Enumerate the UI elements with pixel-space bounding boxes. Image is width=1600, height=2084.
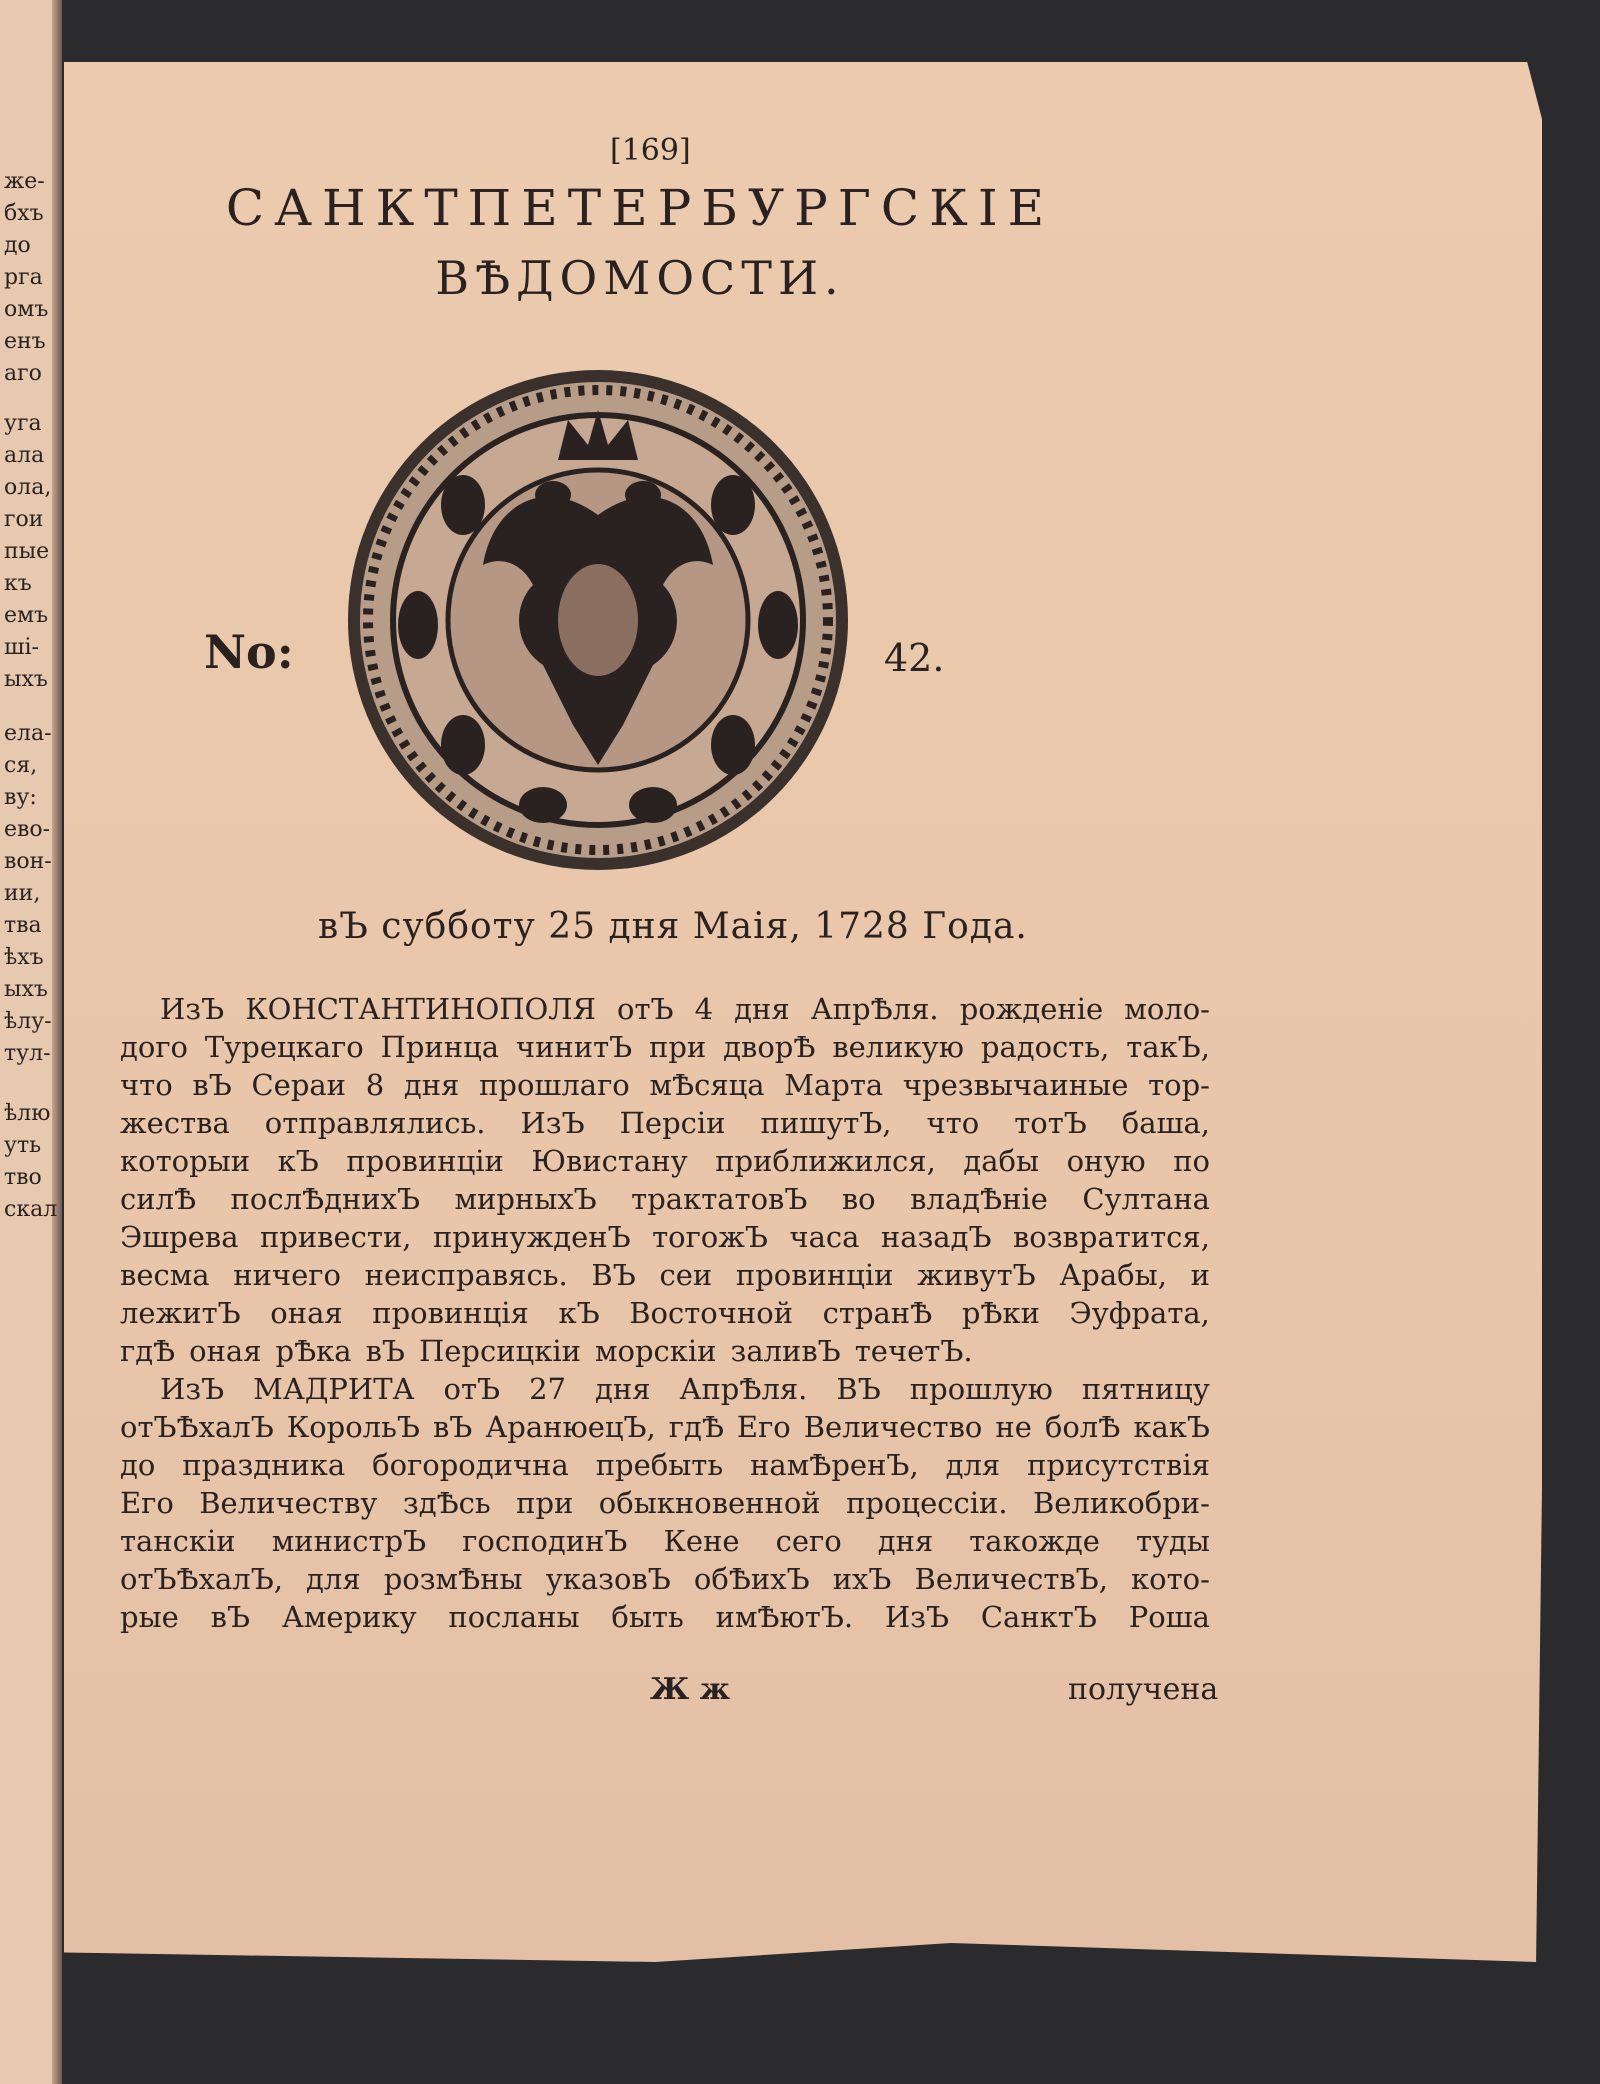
word: такожде bbox=[969, 1524, 1100, 1558]
article-line bbox=[120, 990, 1210, 1028]
word: баша, bbox=[1121, 1106, 1210, 1140]
word: дого bbox=[120, 1030, 188, 1064]
word: Кене bbox=[663, 1524, 740, 1558]
word: отЪ bbox=[617, 992, 674, 1026]
article-line bbox=[120, 1332, 1210, 1370]
eagle-seal-icon bbox=[343, 365, 853, 875]
word: моло- bbox=[1124, 992, 1210, 1026]
word: 8 bbox=[365, 1068, 385, 1102]
article-line bbox=[120, 1142, 1210, 1180]
word: АпрѢля. bbox=[810, 992, 939, 1026]
word: КорольЪ bbox=[286, 1410, 420, 1444]
word: отЪѢхалЪ, bbox=[120, 1562, 283, 1596]
left-page-fragment: вон- bbox=[4, 849, 52, 874]
word: вЪ bbox=[192, 1068, 232, 1102]
word: морскіи bbox=[594, 1334, 717, 1368]
word: Персіи bbox=[619, 1106, 726, 1140]
word: посланы bbox=[448, 1600, 580, 1634]
article-line bbox=[120, 1180, 1210, 1218]
word: ихЪ bbox=[832, 1562, 892, 1596]
left-page-fragment: аго bbox=[4, 361, 42, 386]
word: Арабы, bbox=[1059, 1258, 1167, 1292]
left-page-fragment: емъ bbox=[4, 603, 49, 628]
left-page-fragment: ші- bbox=[4, 635, 39, 660]
word: Турецкаго bbox=[204, 1030, 364, 1064]
word: ИзЪ bbox=[884, 1600, 950, 1634]
word: АпрѢля. bbox=[679, 1372, 808, 1406]
word: кЪ bbox=[558, 1296, 600, 1330]
left-page-fragment: ыхъ bbox=[4, 977, 48, 1002]
word: Великобри- bbox=[1032, 1486, 1210, 1520]
page-gutter bbox=[52, 0, 62, 2084]
word: министрЪ bbox=[271, 1524, 427, 1558]
article-line bbox=[120, 1408, 1210, 1446]
article-line bbox=[120, 1066, 1210, 1104]
word: во bbox=[841, 1182, 876, 1216]
left-page-fragment: енъ bbox=[4, 329, 46, 354]
word: мирныхЪ bbox=[454, 1182, 597, 1216]
word: часа bbox=[789, 1220, 860, 1254]
word: Величеству bbox=[199, 1486, 378, 1520]
word: пребыть bbox=[595, 1448, 724, 1482]
word: ВЪ bbox=[836, 1372, 881, 1406]
word: господинЪ bbox=[462, 1524, 628, 1558]
word: неисправясь. bbox=[364, 1258, 568, 1292]
page-number: [169] bbox=[610, 133, 691, 168]
article-body bbox=[120, 990, 1210, 1636]
word: богородична bbox=[372, 1448, 569, 1482]
left-page-fragment: до bbox=[4, 233, 31, 258]
word: праздника bbox=[182, 1448, 346, 1482]
word: туды bbox=[1135, 1524, 1210, 1558]
word: весма bbox=[120, 1258, 210, 1292]
left-page-fragment: бхъ bbox=[4, 201, 44, 226]
left-page-fragment: же- bbox=[4, 169, 45, 194]
word: Америку bbox=[281, 1600, 417, 1634]
word: назадЪ bbox=[880, 1220, 992, 1254]
word: живутЪ bbox=[917, 1258, 1036, 1292]
article-line bbox=[120, 1256, 1210, 1294]
issue-date: вЪ субботу 25 дня Маія, 1728 Года. bbox=[318, 906, 1028, 947]
left-page-fragment: ся, bbox=[4, 753, 38, 778]
word: что bbox=[926, 1106, 980, 1140]
word: при bbox=[516, 1486, 574, 1520]
left-page-fragment: уть bbox=[4, 1133, 42, 1158]
article-line bbox=[120, 1560, 1210, 1598]
word: силѢ bbox=[120, 1182, 197, 1216]
left-page-fragment: ыхъ bbox=[4, 667, 48, 692]
word: Эуфрата, bbox=[1069, 1296, 1210, 1330]
word: Его bbox=[736, 1410, 791, 1444]
word: мѢсяца bbox=[649, 1068, 765, 1102]
left-page-fragment: ела- bbox=[4, 721, 52, 746]
word: отправлялись. bbox=[264, 1106, 486, 1140]
article-line bbox=[120, 1522, 1210, 1560]
left-page-fragment: ѣлю bbox=[4, 1101, 51, 1126]
left-page-fragment: рга bbox=[4, 265, 43, 290]
word: дворѢ bbox=[723, 1030, 816, 1064]
word: присутствія bbox=[1027, 1448, 1210, 1482]
word: пишутЪ, bbox=[760, 1106, 892, 1140]
word: по bbox=[1173, 1144, 1210, 1178]
word: такЪ, bbox=[1126, 1030, 1210, 1064]
word: дня bbox=[403, 1068, 460, 1102]
word: Ювистану bbox=[531, 1144, 688, 1178]
signature-mark: Ж ж bbox=[650, 1672, 731, 1707]
word: странѢ bbox=[822, 1296, 933, 1330]
word: дня bbox=[595, 1372, 651, 1406]
left-page-fragment: уга bbox=[4, 411, 42, 436]
word: оная bbox=[270, 1296, 343, 1330]
word: что bbox=[120, 1068, 173, 1102]
word: прошлаго bbox=[479, 1068, 630, 1102]
word: 27 bbox=[529, 1372, 566, 1406]
word: прошлую bbox=[909, 1372, 1053, 1406]
word: тотЪ bbox=[1014, 1106, 1087, 1140]
left-page-fragment: ии, bbox=[4, 881, 41, 906]
word: жества bbox=[120, 1106, 230, 1140]
word: дабы bbox=[963, 1144, 1040, 1178]
article-line bbox=[120, 1370, 1210, 1408]
word: радость, bbox=[980, 1030, 1110, 1064]
word: ВЪ bbox=[591, 1258, 636, 1292]
word: владѢніе bbox=[910, 1182, 1048, 1216]
masthead-title-line2: ВѢДОМОСТИ. bbox=[435, 251, 845, 305]
word: вЪ bbox=[432, 1410, 473, 1444]
word: Султана bbox=[1082, 1182, 1210, 1216]
word: которыи bbox=[120, 1144, 251, 1178]
word: здѢсь bbox=[402, 1486, 491, 1520]
word: приближился, bbox=[715, 1144, 936, 1178]
catchword: получена bbox=[1068, 1672, 1219, 1707]
left-page-fragment: омъ bbox=[4, 297, 49, 322]
article-line bbox=[120, 1294, 1210, 1332]
word: отЪ bbox=[443, 1372, 501, 1406]
word: ИзЪ bbox=[520, 1106, 585, 1140]
word: тор- bbox=[1148, 1068, 1210, 1102]
word: привести, bbox=[259, 1220, 412, 1254]
masthead-title-line1: САНКТПЕТЕРБУРГСКІЕ bbox=[225, 179, 1055, 237]
word: оная bbox=[189, 1334, 262, 1368]
word: возвратится, bbox=[1012, 1220, 1210, 1254]
word: лежитЪ bbox=[120, 1296, 241, 1330]
word: трактатовЪ bbox=[631, 1182, 808, 1216]
word: провинціи bbox=[735, 1258, 894, 1292]
article-line bbox=[120, 1104, 1210, 1142]
word: сеи bbox=[659, 1258, 713, 1292]
article-line bbox=[120, 1218, 1210, 1256]
left-page-fragment: ѣлу- bbox=[4, 1009, 52, 1034]
word: кото- bbox=[1131, 1562, 1210, 1596]
word: процессіи. bbox=[846, 1486, 1008, 1520]
word: КОНСТАНТИНОПОЛЯ bbox=[245, 992, 596, 1026]
article-line bbox=[120, 1028, 1210, 1066]
word: намѢренЪ, bbox=[750, 1448, 919, 1482]
word: сего bbox=[775, 1524, 842, 1558]
left-page-fragment: къ bbox=[4, 571, 32, 596]
word: тогожЪ bbox=[652, 1220, 768, 1254]
word: быть bbox=[611, 1600, 684, 1634]
word: чрезвычаиные bbox=[902, 1068, 1129, 1102]
word: Персицкіи bbox=[418, 1334, 581, 1368]
left-page-fragment: ву: bbox=[4, 785, 37, 810]
word: розмѢны bbox=[383, 1562, 523, 1596]
word: оную bbox=[1066, 1144, 1146, 1178]
word: провинція bbox=[372, 1296, 529, 1330]
word: Эшрева bbox=[120, 1220, 239, 1254]
word: ВеличествЪ, bbox=[914, 1562, 1108, 1596]
word: вЪ bbox=[365, 1334, 405, 1368]
word: Марта bbox=[784, 1068, 884, 1102]
word: не bbox=[995, 1410, 1032, 1444]
word: ничего bbox=[233, 1258, 341, 1292]
word: АранюецЪ, bbox=[485, 1410, 656, 1444]
word: великую bbox=[832, 1030, 964, 1064]
word: танскіи bbox=[120, 1524, 236, 1558]
word: течетЪ. bbox=[854, 1334, 973, 1368]
word: Сераи bbox=[251, 1068, 347, 1102]
word: какЪ bbox=[1133, 1410, 1210, 1444]
left-page-fragment: ѣхъ bbox=[4, 945, 44, 970]
word: дня bbox=[734, 992, 790, 1026]
word: обѢихЪ bbox=[693, 1562, 810, 1596]
word: Восточной bbox=[629, 1296, 794, 1330]
word: СанктЪ bbox=[980, 1600, 1097, 1634]
word: пятницу bbox=[1081, 1372, 1210, 1406]
left-page-fragment: тул- bbox=[4, 1041, 51, 1066]
word: рые bbox=[120, 1600, 179, 1634]
issue-number: 42. bbox=[884, 636, 945, 680]
left-page-fragment: ола, bbox=[4, 475, 52, 500]
word: ИзЪ bbox=[160, 992, 225, 1026]
left-page-fragment: скал bbox=[4, 1197, 58, 1222]
article-line bbox=[120, 1484, 1210, 1522]
word: для bbox=[945, 1448, 1001, 1482]
word: рожденіе bbox=[959, 992, 1104, 1026]
word: рѢки bbox=[961, 1296, 1040, 1330]
word: до bbox=[120, 1448, 156, 1482]
left-page-fragment: ево- bbox=[4, 817, 51, 842]
adjacent-left-page bbox=[0, 0, 62, 2084]
left-page-fragment: ала bbox=[4, 443, 45, 468]
word: принужденЪ bbox=[432, 1220, 631, 1254]
word: дня bbox=[877, 1524, 934, 1558]
word: МАДРИТА bbox=[253, 1372, 415, 1406]
word: гдѢ bbox=[120, 1334, 176, 1368]
article-line bbox=[120, 1598, 1210, 1636]
left-page-fragment: пые bbox=[4, 539, 50, 564]
word: обыкновенной bbox=[598, 1486, 821, 1520]
word: Принца bbox=[380, 1030, 500, 1064]
word: для bbox=[306, 1562, 361, 1596]
word: отЪѢхалЪ bbox=[120, 1410, 274, 1444]
left-page-fragment: тва bbox=[4, 913, 42, 938]
issue-label: No: bbox=[204, 625, 294, 679]
article-line bbox=[120, 1446, 1210, 1484]
word: рѢка bbox=[275, 1334, 352, 1368]
word: кЪ bbox=[277, 1144, 319, 1178]
word: провинціи bbox=[346, 1144, 504, 1178]
word: Величество bbox=[803, 1410, 983, 1444]
left-page-fragment: гои bbox=[4, 507, 44, 532]
word: ИзЪ bbox=[160, 1372, 225, 1406]
word: гдѢ bbox=[668, 1410, 724, 1444]
word: заливЪ bbox=[730, 1334, 841, 1368]
word: и bbox=[1190, 1258, 1210, 1292]
left-page-fragment: тво bbox=[4, 1165, 42, 1190]
word: послѢднихЪ bbox=[230, 1182, 420, 1216]
word: Роша bbox=[1128, 1600, 1210, 1634]
word: 4 bbox=[694, 992, 714, 1026]
word: болѢ bbox=[1044, 1410, 1121, 1444]
word: при bbox=[649, 1030, 707, 1064]
word: чинитЪ bbox=[515, 1030, 633, 1064]
word: имѢютЪ. bbox=[715, 1600, 854, 1634]
word: указовЪ bbox=[545, 1562, 671, 1596]
word: Его bbox=[120, 1486, 174, 1520]
word: вЪ bbox=[210, 1600, 250, 1634]
